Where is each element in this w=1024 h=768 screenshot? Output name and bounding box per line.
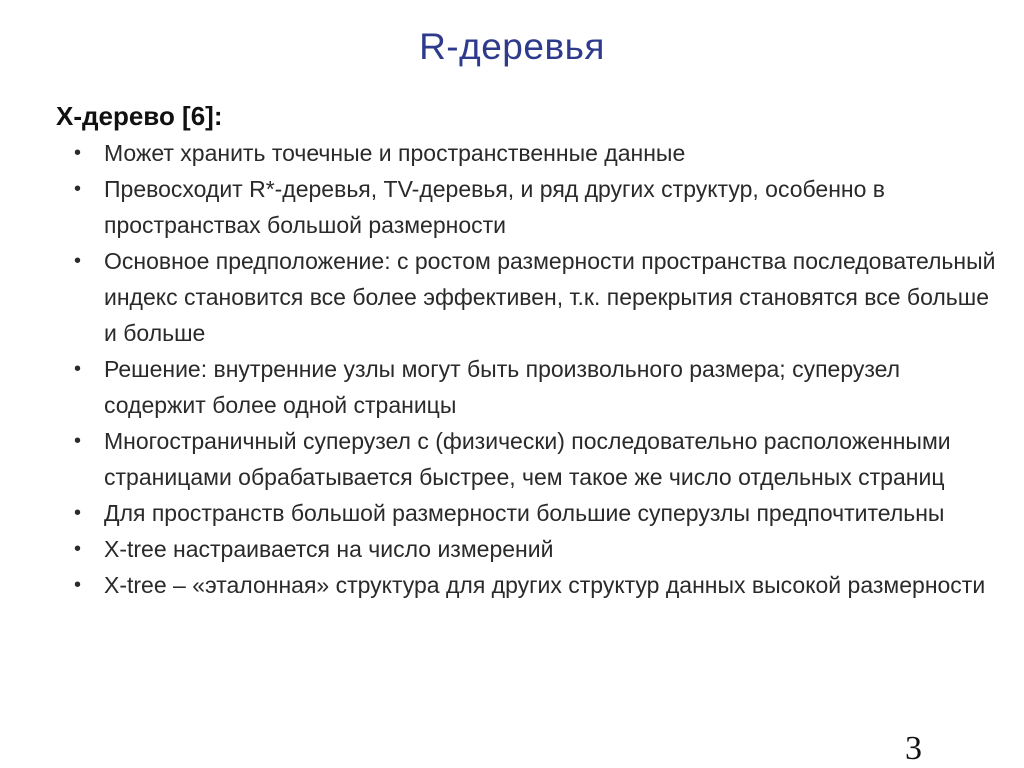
list-item (56, 135, 996, 171)
list-item (56, 351, 996, 423)
bullet-icon: • (74, 178, 82, 200)
list-item-text: Превосходит R*-деревья, TV-деревья, и ряд других структур, особенно в пространствах большой размерности (104, 176, 886, 238)
slide-title: R-деревья (419, 26, 605, 67)
list-item-text: Основное предположение: с ростом размерности пространства последовательный индекс становится все более эффективен, т.к. перекрытия становятся все больше и больше (104, 248, 996, 346)
list-item-text: X-tree настраивается на число измерений (104, 536, 554, 562)
bullet-list (56, 135, 996, 603)
list-item (56, 531, 996, 567)
list-item-text: X-tree – «эталонная» структура для других структур данных высокой размерности (104, 572, 986, 598)
bullet-icon: • (74, 574, 82, 596)
bullet-icon: • (74, 358, 82, 380)
list-item-text: Решение: внутренние узлы могут быть произвольного размера; суперузел содержит более одной страницы (104, 356, 901, 418)
bullet-icon: • (74, 250, 82, 272)
section-heading: X-дерево [6]: (56, 101, 223, 131)
list-item (56, 567, 996, 603)
page-number: 3 (905, 730, 922, 767)
list-item-text: Многостраничный суперузел с (физически) последовательно расположенными страницами обрабатывается быстрее, чем такое же число отдельных страниц (104, 428, 951, 490)
bullet-icon: • (74, 430, 82, 452)
list-item-text: Может хранить точечные и пространственные данные (104, 140, 686, 166)
list-item-text: Для пространств большой размерности большие суперузлы предпочтительны (104, 500, 945, 526)
bullet-icon: • (74, 502, 82, 524)
list-item (56, 243, 996, 351)
bullet-icon: • (74, 142, 82, 164)
slide-content (56, 101, 996, 603)
bullet-icon: • (74, 538, 82, 560)
list-item (56, 495, 996, 531)
list-item (56, 423, 996, 495)
list-item (56, 171, 996, 243)
